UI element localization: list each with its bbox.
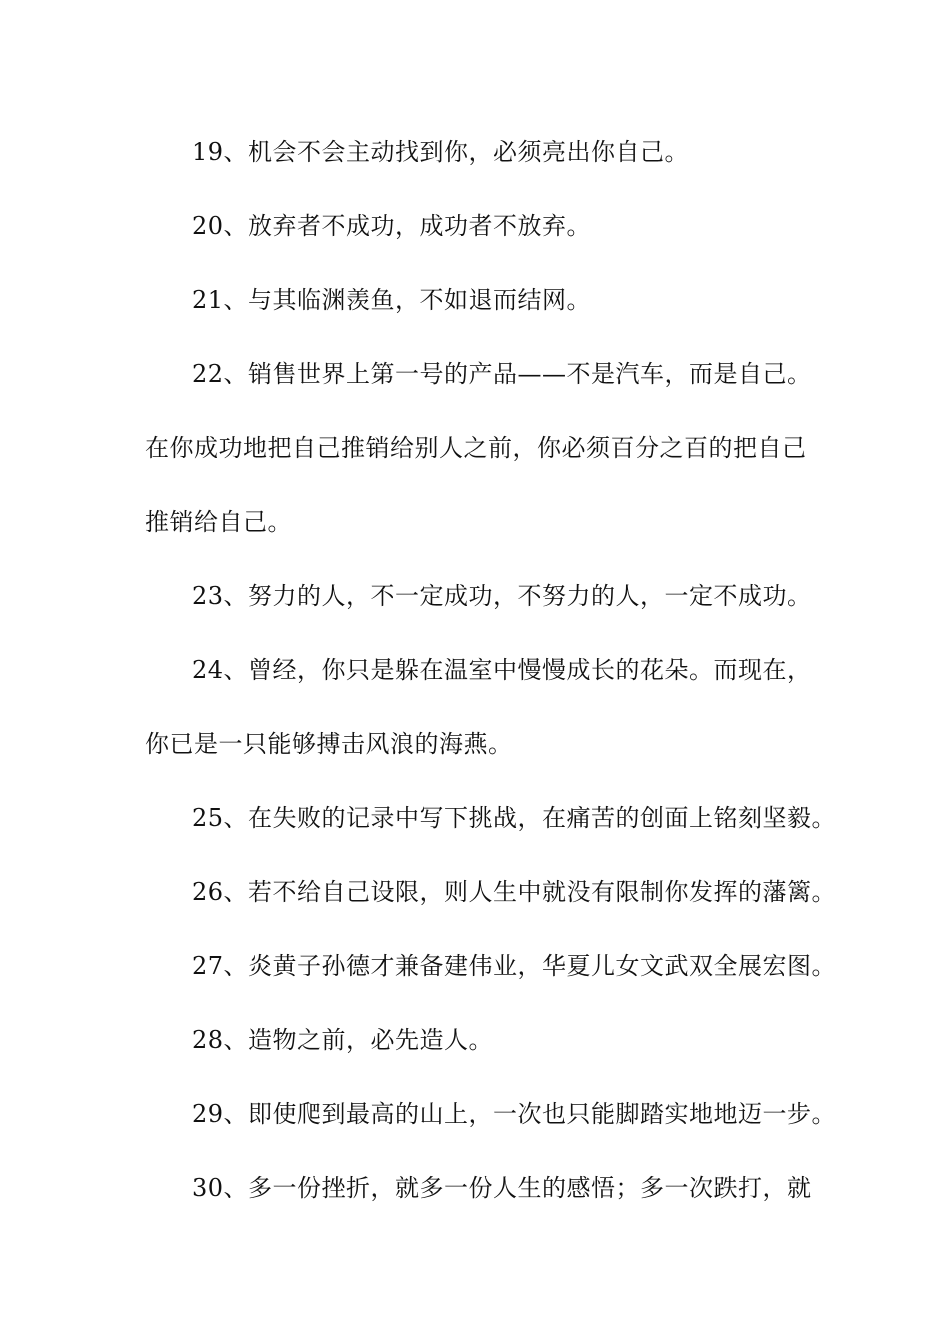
quote-29: 29、即使爬到最高的山上，一次也只能脚踏实地地迈一步。 bbox=[192, 1100, 837, 1128]
quote-22: 22、销售世界上第一号的产品——不是汽车，而是自己。 bbox=[192, 360, 812, 388]
quote-28: 28、造物之前，必先造人。 bbox=[192, 1026, 494, 1054]
quote-30: 30、多一份挫折，就多一份人生的感悟；多一次跌打，就 bbox=[192, 1174, 812, 1202]
quote-20: 20、放弃者不成功，成功者不放弃。 bbox=[192, 212, 592, 240]
quote-22-continuation-2: 推销给自己。 bbox=[145, 508, 292, 536]
quote-26: 26、若不给自己设限，则人生中就没有限制你发挥的藩篱。 bbox=[192, 878, 837, 906]
quote-24-continuation: 你已是一只能够搏击风浪的海燕。 bbox=[145, 730, 513, 758]
quote-19: 19、机会不会主动找到你，必须亮出你自己。 bbox=[192, 138, 690, 166]
quote-23: 23、努力的人，不一定成功，不努力的人，一定不成功。 bbox=[192, 582, 812, 610]
quote-21: 21、与其临渊羡鱼，不如退而结网。 bbox=[192, 286, 592, 314]
quote-22-continuation-1: 在你成功地把自己推销给别人之前，你必须百分之百的把自己 bbox=[145, 434, 807, 462]
quote-25: 25、在失败的记录中写下挑战，在痛苦的创面上铭刻坚毅。 bbox=[192, 804, 837, 832]
quote-24: 24、曾经，你只是躲在温室中慢慢成长的花朵。而现在， bbox=[192, 656, 812, 684]
quote-27: 27、炎黄子孙德才兼备建伟业，华夏儿女文武双全展宏图。 bbox=[192, 952, 837, 980]
